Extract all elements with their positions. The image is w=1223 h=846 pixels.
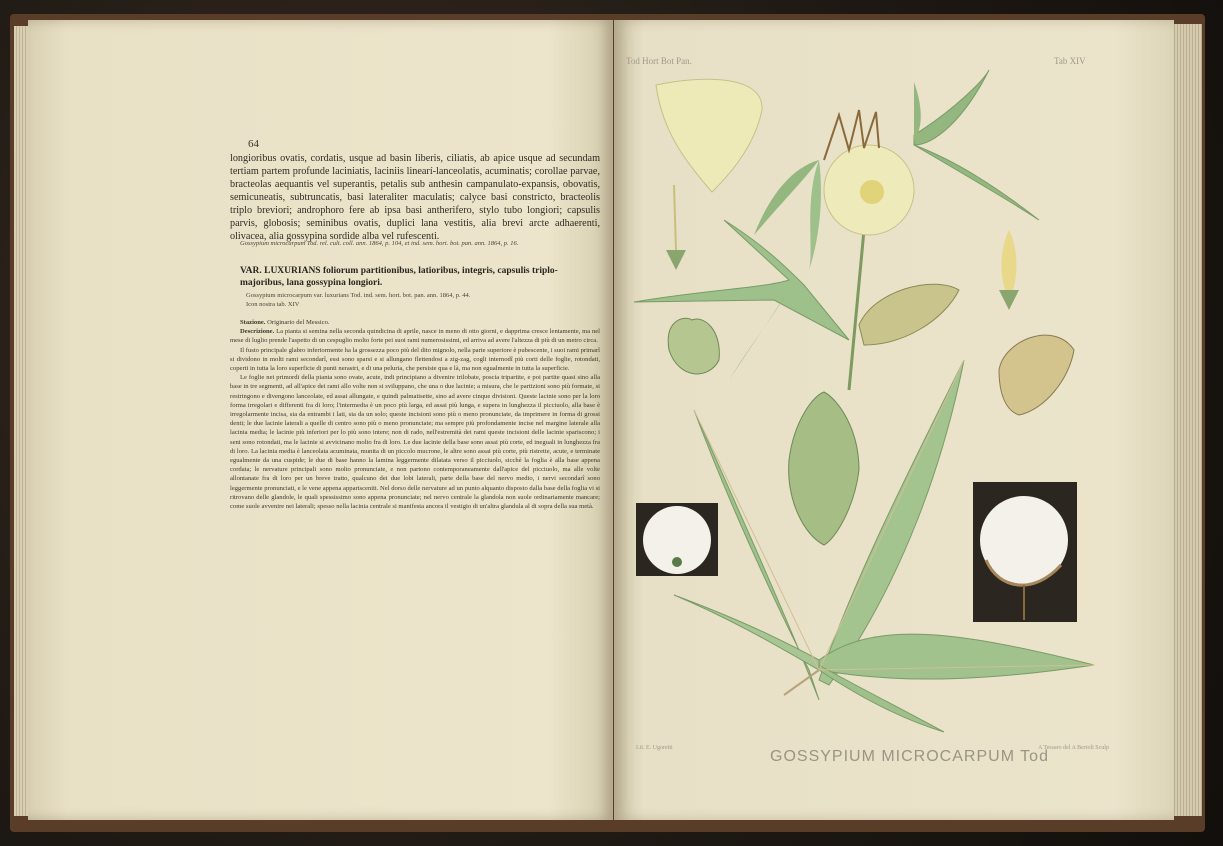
page-edges-right — [1172, 24, 1202, 816]
botanical-plate — [614, 20, 1174, 820]
stigma-illustration — [999, 230, 1019, 310]
latin-description: longioribus ovatis, cordatis, usque ad basin liberis, ciliatis, ab apice usque ad secundam tertiam partem profunde laciniatis, laciniis linearí-lanceolatis, acuminatis; corollae parvae, bracteolas aequantis vel superantis, petalis sub anthesin campanulato-expansis, obovatis, semicuneatis, subtruncatis, basi lateraliter maculatis; calyce basi constricto, bracteolis triplo breviori; androphoro fere ab ipsa basi antherifero, stylo tubo longiori; capsulis parvis, globosis; seminibus ovatis, duplici lana vestitis, alia brevi arcte adhaerenti, olivacea, alia gossypina sordide alba vel rufescenti. — [230, 153, 600, 242]
cotton-flower — [824, 110, 914, 235]
plate-title: GOSSYPIUM MICROCARPUM Tod — [770, 748, 1049, 765]
descrizione-label: Descrizione. — [240, 328, 275, 336]
variety-title: VAR. LUXURIANS foliorum partitionibus, latioribus, integris, capsulis triplo-majoribus, lana gossypina longiori. — [240, 266, 558, 288]
bract-illustration — [859, 284, 959, 345]
capsule-illustration — [789, 392, 859, 545]
cotton-boll-panel-small — [636, 503, 718, 576]
stamen-illustration — [666, 185, 686, 270]
plate-header-right: Tab XIV — [1054, 56, 1086, 66]
paragraph-3: Le foglie nei primordi della pianta sono ovate, acute, indi principiano a divenire trilobate, poscia tripartite, e poi partite quasi sino alla base in tre segmenti, ad all'apice dei rami allo volte non si sviluppano, che una o due lacinie; a misura, che le partizioni sono più formate, si restringono e divengono lanceolate, ed assai allungate, e quindi palmatisette, sino ad avere cinque divisioni. Queste lacinie sono per la loro forma irregolari e differenti fra di loro; l'intermedia è un poco più larga, ed assai più lunga, e supera in lunghezza il picciuolo, alla base è irregolarmente incisa, sia da entrambi i lati, sia da un solo; queste incisioni sono più o meno pronunciate, da imprimere in forma di grossi denti; le due lacinie laterali a quelle di centro sono più o meno pronunciate; ma sempre più profondamente incise nel margine laterale alla lacinia media; le lacinie più inferiori per lo più sono intere; non di rado, nell'estremità dei rami queste incisioni delle lacinie spariscono; i seni sono rotondati, ma le lacinie si avvicinano molto fra di loro. Le due lacinie della base sono assai più corte, ed ineguali in lunghezza fra di loro. La lacinia media è lanceolata acuminata, munita di un piccolo mucrone, le altre sono assai più corte, più ristrette, acute, e terminate egualmente da una cuspide; le due di base hanno la lamina leggermente dilatata verso il picciuolo, sicchè la foglia è alla base appena cordata; le nervature principali sono molto pronunciate, e non partono contemporaneamente dall'apice del picciuolo, ma alle volte allontanate fra di loro per un breve tratto, qualcuno dei due lobi laterali, parte della base del nervo medio, i nervi secondarî sono leggermente pronunciati, e le vene appena apparisceniti. Nel dorso delle nervature ad un punto alquanto disposto dalla base della foglia vi si ritrovano delle glandole, le quali spessissimo sono appena pronunciate; nel nervo centrale la glandola non suole ordinariamente mancare; come suole avvenire nei laterali; spesso nella lacinia centrale si manifesta ancora il vestigio di un'altra glandula al di sopra della sua metà. — [230, 374, 600, 511]
plate-footer-right: A Tessaro del A Bertoli Sculp — [1038, 745, 1109, 751]
italian-body-text — [230, 318, 600, 511]
stazione-text: Originario del Messico. — [267, 319, 330, 326]
descrizione-paragraph — [230, 327, 600, 345]
page-number: 64 — [248, 138, 259, 150]
stazione-paragraph — [230, 318, 600, 327]
bud-illustration — [668, 318, 719, 374]
plate-footer-left: Lit. E. Ugoretti — [636, 745, 673, 751]
stazione-label: Stazione. — [240, 319, 266, 326]
petal-illustration — [656, 79, 762, 192]
opened-bract-illustration — [999, 335, 1074, 415]
plate-header-left: Tod Hort Bot Pan. — [626, 56, 692, 66]
descrizione-text: La pianta si semina nella seconda quindicina di aprile, nasce in meno di otto giorni, e dapprima cresce lentamente, ma nel mese di luglio prende l'aspetto di un cespuglio molto forte pei suoi rami numerosissimi, ed arriva ad avere l'altezza di più di un metro circa. — [230, 328, 601, 345]
variety-citation-line-2: Icon nostra tab. XIV — [246, 300, 300, 308]
cotton-boll-panel-large — [973, 482, 1077, 622]
paragraph-2: Il fusto principale glabro inferiormente ha la grossezza poco più del dito mignolo, nella parte superiore è pubescente, i suoi rami primarî si dividono in molti rami secondarî, essi sono sparsi e si allungano flettendosi a zig-zag, cogli internodî più corti delle foglie, rotondati, coperti in tutta la loro superficie di punti nerastri, e di una peluria, che persiste qua e là, ma non egualmente in tutta la superficie. — [230, 346, 600, 373]
variety-citation — [246, 292, 596, 309]
citation: Gossypium microcarpum Tod. rel. cult. coll. ann. 1864, p. 104, et ind. sem. hort. bot. pan. ann. 1864, p. 16. — [240, 240, 519, 247]
variety-citation-line-1: Gossypium microcarpum var. luxurians Tod. ind. sem. hort. bot. pan. ann. 1864, p. 44. — [246, 292, 471, 299]
